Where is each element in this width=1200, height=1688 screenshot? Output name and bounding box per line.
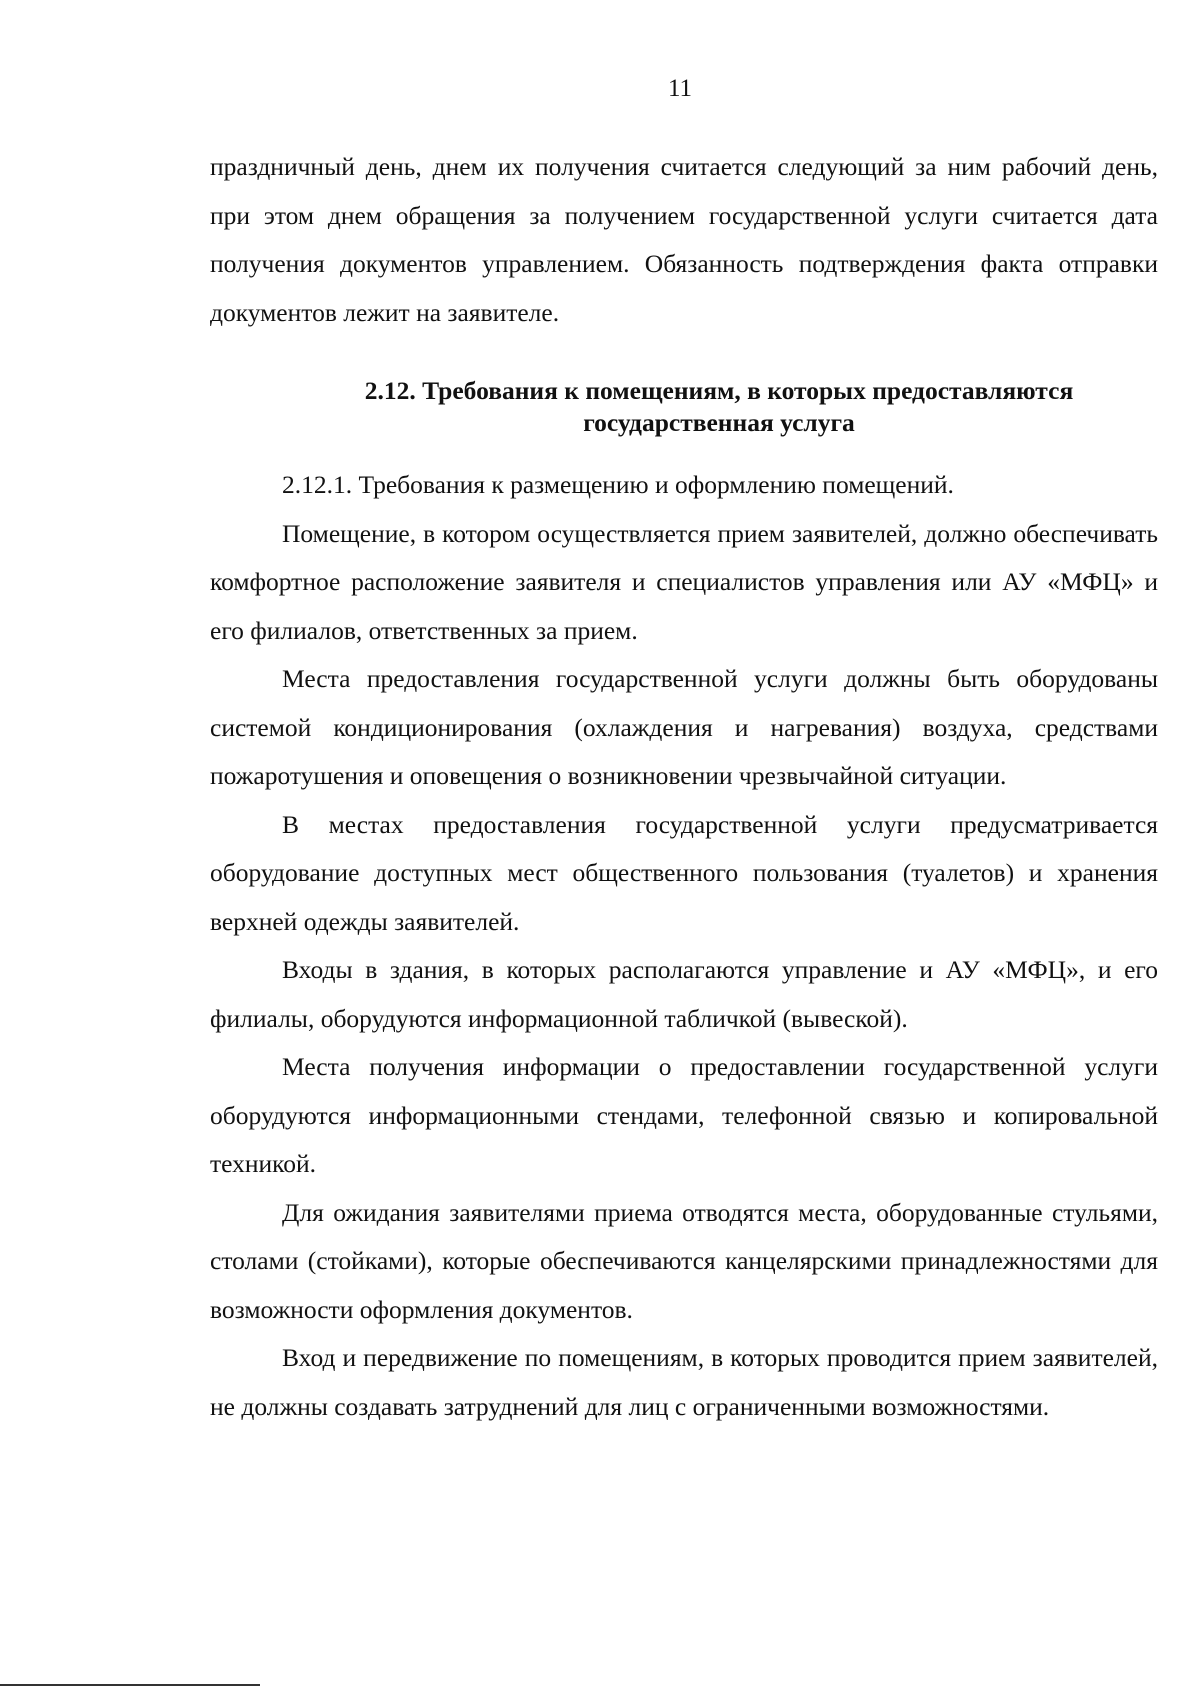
paragraph-continuation: праздничный день, днем их получения считается следующий за ним рабочий день, при этом днем обращения за получением государственной услуги считается дата получения документов управлением. Обязанность подтверждения факта отправки документов лежит на заявителе. — [210, 152, 1158, 327]
paragraph-waiting-areas: Для ожидания заявителями приема отводятся места, оборудованные стульями, столами (стойками), которые обеспечиваются канцелярскими принадлежностями для возможности оформления документов. — [210, 1197, 1158, 1324]
section-heading-line-1: 2.12. Требования к помещениям, в которых предоставляются — [364, 376, 1074, 405]
paragraph-premises-comfort: Помещение, в котором осуществляется прием заявителей, должно обеспечивать комфортное расположение заявителя и специалистов управления или АУ «МФЦ» и его филиалов, ответственных за прием. — [210, 518, 1158, 645]
page-number: 11 — [667, 75, 693, 102]
section-heading — [210, 375, 1158, 439]
document-body — [210, 143, 1158, 1431]
paragraph-public-facilities: В местах предоставления государственной услуги предусматривается оборудование доступных мест общественного пользования (туалетов) и хранения верхней одежды заявителей. — [210, 809, 1158, 936]
paragraph-information-stands: Места получения информации о предоставлении государственной услуги оборудуются информационными стендами, телефонной связью и копировальной техникой. — [210, 1052, 1158, 1178]
footer-rule — [0, 1684, 260, 1686]
paragraph-entrance-signage: Входы в здания, в которых располагаются управление и АУ «МФЦ», и его филиалы, оборудуются информационной табличкой (вывеской). — [210, 955, 1158, 1033]
paragraph-2-12-1: 2.12.1. Требования к размещению и оформлению помещений. — [282, 470, 954, 499]
paragraph-premises-equipment: Места предоставления государственной услуги должны быть оборудованы системой кондиционирования (охлаждения и нагревания) воздуха, средствами пожаротушения и оповещения о возникновении чрезвычайной ситуации. — [210, 664, 1158, 790]
paragraph-accessibility: Вход и передвижение по помещениям, в которых проводится прием заявителей, не должны создавать затруднений для лиц с ограниченными возможностями. — [210, 1343, 1158, 1421]
section-heading-line-2: государственная услуга — [583, 408, 855, 437]
